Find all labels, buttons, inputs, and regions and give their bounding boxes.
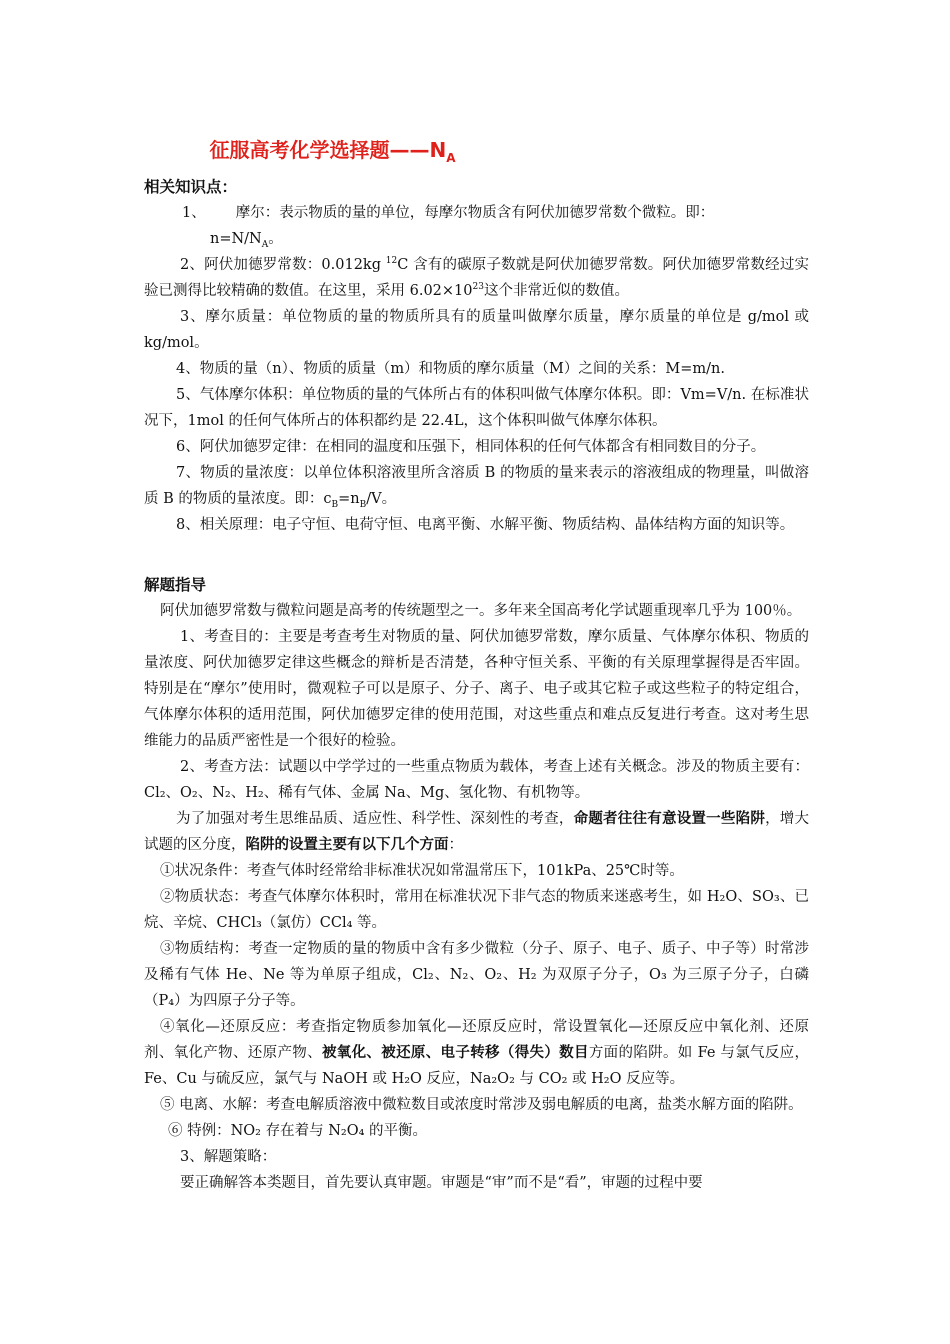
trap-e: ： xyxy=(448,837,463,853)
guide-strategy: 3、解题策略： xyxy=(180,1149,277,1165)
trap-item-2: ②物质状态：考查气体摩尔体积时，常用在标准状况下非气态的物质来迷惑考生，如 H₂O、SO₃、已烷、辛烷、CHCl₃（氯仿）CCl₄ 等。 xyxy=(144,889,809,931)
trap-b: 命题者往往有意设置一些陷阱 xyxy=(573,811,766,827)
knowledge-item-4: 4、物质的量（n）、物质的质量（m）和物质的摩尔质量（M）之间的关系：M=m/n. xyxy=(176,361,725,377)
trap-c: ，增大试题的区分度， xyxy=(144,811,810,853)
guide-trap-intro xyxy=(144,806,809,858)
knowledge-item-3: 3、摩尔质量：单位物质的量的物质所具有的质量叫做摩尔质量，摩尔质量的单位是 g/mol 或 kg/mol。 xyxy=(144,309,809,351)
item1-formula-sub: A xyxy=(261,239,269,250)
guide-heading: 解题指导 xyxy=(144,576,207,594)
trap-d: 陷阱的设置主要有以下几个方面 xyxy=(245,837,449,853)
trap-item-1: ①状况条件：考查气体时经常给非标准状况如常温常压下，101kPa、25℃时等。 xyxy=(160,863,684,879)
item7-b: =n xyxy=(338,491,360,507)
knowledge-item-8: 8、相关原理：电子守恒、电荷守恒、电离平衡、水解平衡、物质结构、晶体结构方面的知识等。 xyxy=(176,517,795,533)
knowledge-item-5: 5、气体摩尔体积：单位物质的量的气体所占有的体积叫做气体摩尔体积。即：Vm=V/n. 在标准状况下，1mol 的任何气体所占的体积都约是 22.4L，这个体积叫做气体摩尔体积。 xyxy=(144,387,809,429)
item7-c: /V。 xyxy=(366,491,397,507)
t4-b: 被氧化、被还原、电子转移（得失）数目 xyxy=(321,1045,589,1061)
item2-sup: 12 xyxy=(385,256,398,267)
trap-a: 为了加强对考生思维品质、适应性、科学性、深刻性的考查， xyxy=(176,811,574,827)
knowledge-item-1-formula xyxy=(144,226,809,252)
t4-c: 方面的陷阱。如 Fe 与氯气反应，Fe、Cu 与硫反应，氯气与 NaOH 或 H₂O 反应，Na₂O₂ 与 CO₂ 或 H₂O 反应等。 xyxy=(144,1045,809,1087)
knowledge-item-6: 6、阿伏加德罗定律：在相同的温度和压强下，相同体积的任何气体都含有相同数目的分子。 xyxy=(176,439,766,455)
item2-c: 这个非常近似的数值。 xyxy=(483,283,629,299)
knowledge-item-7 xyxy=(144,460,809,512)
guide-intro: 阿伏加德罗常数与微粒问题是高考的传统题型之一。多年来全国高考化学试题重现率几乎为 100％。 xyxy=(160,603,802,619)
item1-formula-end: 。 xyxy=(268,231,283,247)
trap-item-3: ③物质结构：考查一定物质的量的物质中含有多少微粒（分子、原子、电子、质子、中子等）时常涉及稀有气体 He、Ne 等为单原子组成，Cl₂、N₂、O₂、H₂ 为双原子分子，O₃ 为三原子分子，白磷（P₄）为四原子分子等。 xyxy=(144,941,809,1009)
trap-item-4 xyxy=(144,1014,809,1092)
item2-sup2: 23 xyxy=(472,282,484,293)
item7-sub2: B xyxy=(359,499,367,510)
item1-formula: n=N/N xyxy=(210,231,262,247)
title-main: 征服高考化学选择题——N xyxy=(209,138,447,162)
trap-item-6: ⑥ 特例：NO₂ 存在着与 N₂O₄ 的平衡。 xyxy=(168,1123,428,1139)
knowledge-item-2 xyxy=(144,252,809,304)
knowledge-heading: 相关知识点： xyxy=(144,178,238,196)
item7-a: 7、物质的量浓度：以单位体积溶液里所含溶质 B 的物质的量来表示的溶液组成的物理量，叫做溶质 B 的物质的量浓度。即：c xyxy=(144,465,809,507)
knowledge-item-1 xyxy=(144,200,809,226)
item1-text: 摩尔：表示物质的量的单位，每摩尔物质含有阿伏加德罗常数个微粒。即： xyxy=(235,205,715,221)
guide-method: 2、考查方法：试题以中学学过的一些重点物质为载体，考查上述有关概念。涉及的物质主要有：Cl₂、O₂、N₂、H₂、稀有气体、金属 Na、Mg、氢化物、有机物等。 xyxy=(144,759,809,801)
trap-item-5: ⑤ 电离、水解：考查电解质溶液中微粒数目或浓度时常涉及弱电解质的电离，盐类水解方面的陷阱。 xyxy=(160,1097,803,1113)
item2-b: C 含有的碳原子数就是阿伏加德罗常数。阿伏加德罗常数经过实验已测得比较精确的数值。在这里，采用 6.02×10 xyxy=(144,257,809,299)
item1-prefix: 1、 xyxy=(182,205,206,221)
guide-purpose: 1、考查目的：主要是考查考生对物质的量、阿伏加德罗常数，摩尔质量、气体摩尔体积、物质的量浓度、阿伏加德罗定律这些概念的辩析是否清楚，各种守恒关系、平衡的有关原理掌握得是否牢固。特别是在“摩尔”使用时，微观粒子可以是原子、分子、离子、电子或其它粒子或这些粒子的特定组合，气体摩尔体积的适用范围，阿伏加德罗定律的使用范围，对这些重点和难点反复进行考查。这对考生思维能力的品质严密性是一个很好的检验。 xyxy=(144,629,809,749)
knowledge-section xyxy=(144,174,809,538)
title-subscript: A xyxy=(446,151,456,165)
item7-sub1: B xyxy=(331,499,339,510)
item2-a: 2、阿伏加德罗常数：0.012kg xyxy=(180,257,386,273)
t4-a: ④氧化—还原反应：考查指定物质参加氧化—还原反应时，常设置氧化—还原反应中氧化剂、还原剂、氧化产物、还原产物、 xyxy=(144,1019,809,1061)
guide-strategy-text: 要正确解答本类题目，首先要认真审题。审题是“审”而不是“看”，审题的过程中要 xyxy=(180,1175,703,1191)
page-title xyxy=(0,136,665,164)
guide-section xyxy=(144,572,809,1196)
